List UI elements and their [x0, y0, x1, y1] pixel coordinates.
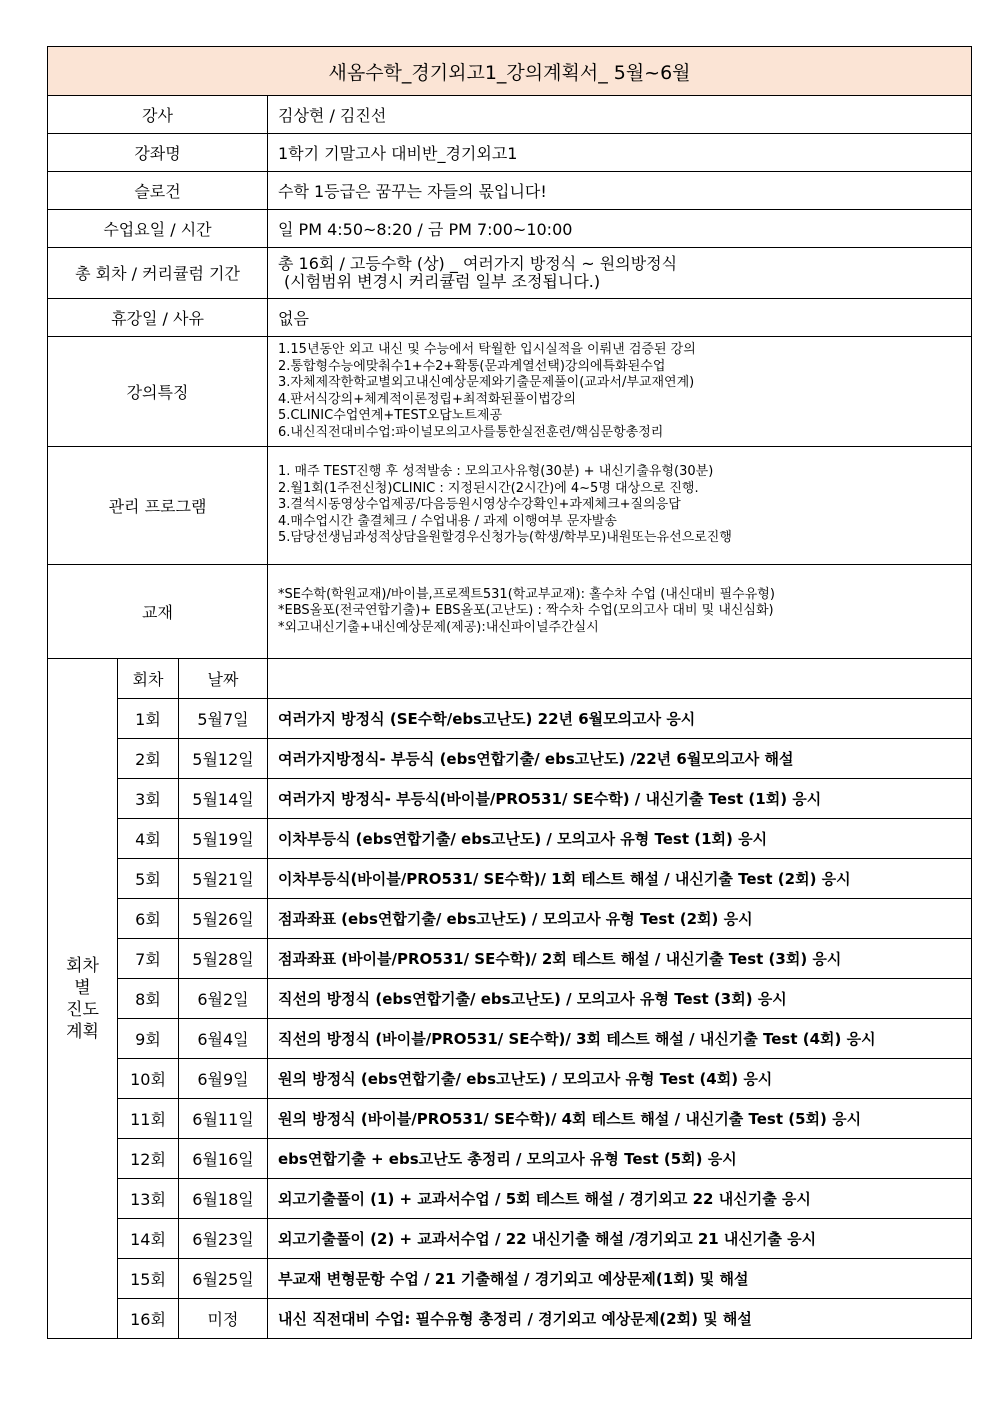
schedule-row: [48, 1059, 972, 1099]
session-content: 외고기출풀이 (2) + 교과서수업 / 22 내신기출 해설 /경기외고 21 내신기출 응시: [268, 1219, 972, 1259]
schedule-row: [48, 1019, 972, 1059]
session-content: ebs연합기출 + ebs고난도 총정리 / 모의고사 유형 Test (5회) 응시: [268, 1139, 972, 1179]
instructor-label: 강사: [48, 96, 268, 134]
schedule-row: [48, 779, 972, 819]
session-number: 12회: [118, 1139, 179, 1179]
session-date: 6월16일: [179, 1139, 268, 1179]
session-content: 여러가지방정식- 부등식 (ebs연합기출/ ebs고난도) /22년 6월모의고사 해설: [268, 739, 972, 779]
session-number: 2회: [118, 739, 179, 779]
session-content: 여러가지 방정식 (SE수학/ebs고난도) 22년 6월모의고사 응시: [268, 699, 972, 739]
session-content: 점과좌표 (ebs연합기출/ ebs고난도) / 모의고사 유형 Test (2회) 응시: [268, 899, 972, 939]
curriculum-line-1: 총 16회 / 고등수학 (상) _ 여러가지 방정식 ~ 원의방정식: [278, 254, 678, 273]
schedule-row: [48, 1299, 972, 1339]
management-line: 1. 매주 TEST진행 후 성적발송 : 모의고사유형(30분) + 내신기출유형(30분): [278, 464, 714, 480]
content-column-header: [268, 659, 972, 699]
session-date: 6월23일: [179, 1219, 268, 1259]
document-title: 새옴수학_경기외고1_강의계획서_ 5월~6월: [48, 47, 972, 96]
schedule-row: [48, 859, 972, 899]
curriculum-line-2: (시험범위 변경시 커리큘럼 일부 조정됩니다.): [284, 272, 601, 291]
session-date: 5월21일: [179, 859, 268, 899]
schedule-row: [48, 939, 972, 979]
session-plan-label-part: 회차: [66, 955, 99, 976]
schedule-row: [48, 899, 972, 939]
features-list: [268, 337, 972, 447]
management-line: 5.담당선생님과성적상담을원할경우신청가능(학생/학부모)내원또는유선으로진행: [278, 530, 732, 546]
schedule-row: [48, 739, 972, 779]
session-plan-label-part: 진도: [66, 999, 99, 1020]
management-line: 3.결석시동영상수업제공/다음등원시영상수강확인+과제체크+질의응답: [278, 497, 681, 513]
session-number: 14회: [118, 1219, 179, 1259]
session-number: 8회: [118, 979, 179, 1019]
date-column-header: 날짜: [179, 659, 268, 699]
course-value: 1학기 기말고사 대비반_경기외고1: [268, 134, 972, 172]
session-content: 직선의 방정식 (바이블/PRO531/ SE수학)/ 3회 테스트 해설 / 내신기출 Test (4회) 응시: [268, 1019, 972, 1059]
session-content: 내신 직전대비 수업: 필수유형 총정리 / 경기외고 예상문제(2회) 및 해설: [268, 1299, 972, 1339]
feature-line: 4.판서식강의+체계적이론정립+최적화된풀이법강의: [278, 391, 576, 407]
session-number: 15회: [118, 1259, 179, 1299]
session-number: 4회: [118, 819, 179, 859]
session-number: 10회: [118, 1059, 179, 1099]
session-date: 6월18일: [179, 1179, 268, 1219]
management-list: [268, 447, 972, 565]
holiday-value: 없음: [268, 299, 972, 337]
slogan-label: 슬로건: [48, 172, 268, 210]
session-date: 5월28일: [179, 939, 268, 979]
session-content: 여러가지 방정식- 부등식(바이블/PRO531/ SE수학) / 내신기출 Test (1회) 응시: [268, 779, 972, 819]
holiday-label: 휴강일 / 사유: [48, 299, 268, 337]
session-date: 6월4일: [179, 1019, 268, 1059]
schedule-row: [48, 1139, 972, 1179]
session-number: 7회: [118, 939, 179, 979]
schedule-value: 일 PM 4:50~8:20 / 금 PM 7:00~10:00: [268, 210, 972, 248]
session-date: 5월26일: [179, 899, 268, 939]
session-number: 1회: [118, 699, 179, 739]
textbook-line: *외고내신기출+내신예상문제(제공):내신파이널주간실시: [278, 619, 599, 635]
schedule-row: [48, 1219, 972, 1259]
features-label: 강의특징: [48, 337, 268, 447]
session-date: 6월2일: [179, 979, 268, 1019]
schedule-row: [48, 1099, 972, 1139]
feature-line: 1.15년동안 외고 내신 및 수능에서 탁월한 입시실적을 이뤄낸 검증된 강의: [278, 342, 696, 357]
curriculum-value: [268, 248, 972, 299]
feature-line: 2.통합형수능에맞춰수1+수2+확통(문과계열선택)강의에특화된수업: [278, 358, 666, 374]
session-content: 이차부등식 (ebs연합기출/ ebs고난도) / 모의고사 유형 Test (1회) 응시: [268, 819, 972, 859]
session-number: 13회: [118, 1179, 179, 1219]
schedule-row: [48, 1179, 972, 1219]
session-content: 외고기출풀이 (1) + 교과서수업 / 5회 테스트 해설 / 경기외고 22 내신기출 응시: [268, 1179, 972, 1219]
session-number: 11회: [118, 1099, 179, 1139]
textbook-list: [268, 565, 972, 659]
lecture-plan-table: [47, 46, 972, 1339]
session-plan-label: [48, 659, 118, 1339]
management-line: 4.매수업시간 출결체크 / 수업내용 / 과제 이행여부 문자발송: [278, 513, 617, 529]
feature-line: 5.CLINIC수업연계+TEST오답노트제공: [278, 408, 503, 423]
session-number: 16회: [118, 1299, 179, 1339]
session-content: 부교재 변형문항 수업 / 21 기출해설 / 경기외고 예상문제(1회) 및 해설: [268, 1259, 972, 1299]
session-number: 5회: [118, 859, 179, 899]
session-number: 9회: [118, 1019, 179, 1059]
session-column-header: 회차: [118, 659, 179, 699]
management-line: 2.월1회(1주전신청)CLINIC : 지정된시간(2시간)에 4~5명 대상으로 진행.: [278, 480, 699, 496]
instructor-value: 김상현 / 김진선: [268, 96, 972, 134]
session-date: 5월12일: [179, 739, 268, 779]
textbook-label: 교재: [48, 565, 268, 659]
session-content: 이차부등식(바이블/PRO531/ SE수학)/ 1회 테스트 해설 / 내신기출 Test (2회) 응시: [268, 859, 972, 899]
schedule-row: [48, 979, 972, 1019]
curriculum-label: 총 회차 / 커리큘럼 기간: [48, 248, 268, 299]
session-date: 5월14일: [179, 779, 268, 819]
management-label: 관리 프로그램: [48, 447, 268, 565]
feature-line: 6.내신직전대비수업:파이널모의고사를통한실전훈련/핵심문항총정리: [278, 424, 664, 440]
session-date: 5월7일: [179, 699, 268, 739]
session-date: 6월11일: [179, 1099, 268, 1139]
schedule-row: [48, 1259, 972, 1299]
slogan-value: 수학 1등급은 꿈꾸는 자들의 몫입니다!: [268, 172, 972, 210]
course-label: 강좌명: [48, 134, 268, 172]
session-content: 직선의 방정식 (ebs연합기출/ ebs고난도) / 모의고사 유형 Test (3회) 응시: [268, 979, 972, 1019]
session-content: 원의 방정식 (ebs연합기출/ ebs고난도) / 모의고사 유형 Test (4회) 응시: [268, 1059, 972, 1099]
schedule-row: [48, 699, 972, 739]
session-plan-label-part: 계획: [66, 1021, 99, 1042]
session-number: 6회: [118, 899, 179, 939]
textbook-line: *SE수학(학원교재)/바이블,프로젝트531(학교부교재): 홀수차 수업 (내신대비 필수유형): [278, 586, 775, 602]
session-plan-label-part: 별: [74, 977, 91, 998]
session-date: 6월9일: [179, 1059, 268, 1099]
schedule-label: 수업요일 / 시간: [48, 210, 268, 248]
session-content: 원의 방정식 (바이블/PRO531/ SE수학)/ 4회 테스트 해설 / 내신기출 Test (5회) 응시: [268, 1099, 972, 1139]
schedule-row: [48, 819, 972, 859]
feature-line: 3.자체제작한학교별외고내신예상문제와기출문제풀이(교과서/부교재연계): [278, 375, 695, 390]
session-date: 5월19일: [179, 819, 268, 859]
session-content: 점과좌표 (바이블/PRO531/ SE수학)/ 2회 테스트 해설 / 내신기출 Test (3회) 응시: [268, 939, 972, 979]
session-date: 미정: [179, 1299, 268, 1339]
textbook-line: *EBS올포(전국연합기출)+ EBS올포(고난도) : 짝수차 수업(모의고사 대비 및 내신심화): [278, 603, 774, 619]
session-date: 6월25일: [179, 1259, 268, 1299]
session-number: 3회: [118, 779, 179, 819]
